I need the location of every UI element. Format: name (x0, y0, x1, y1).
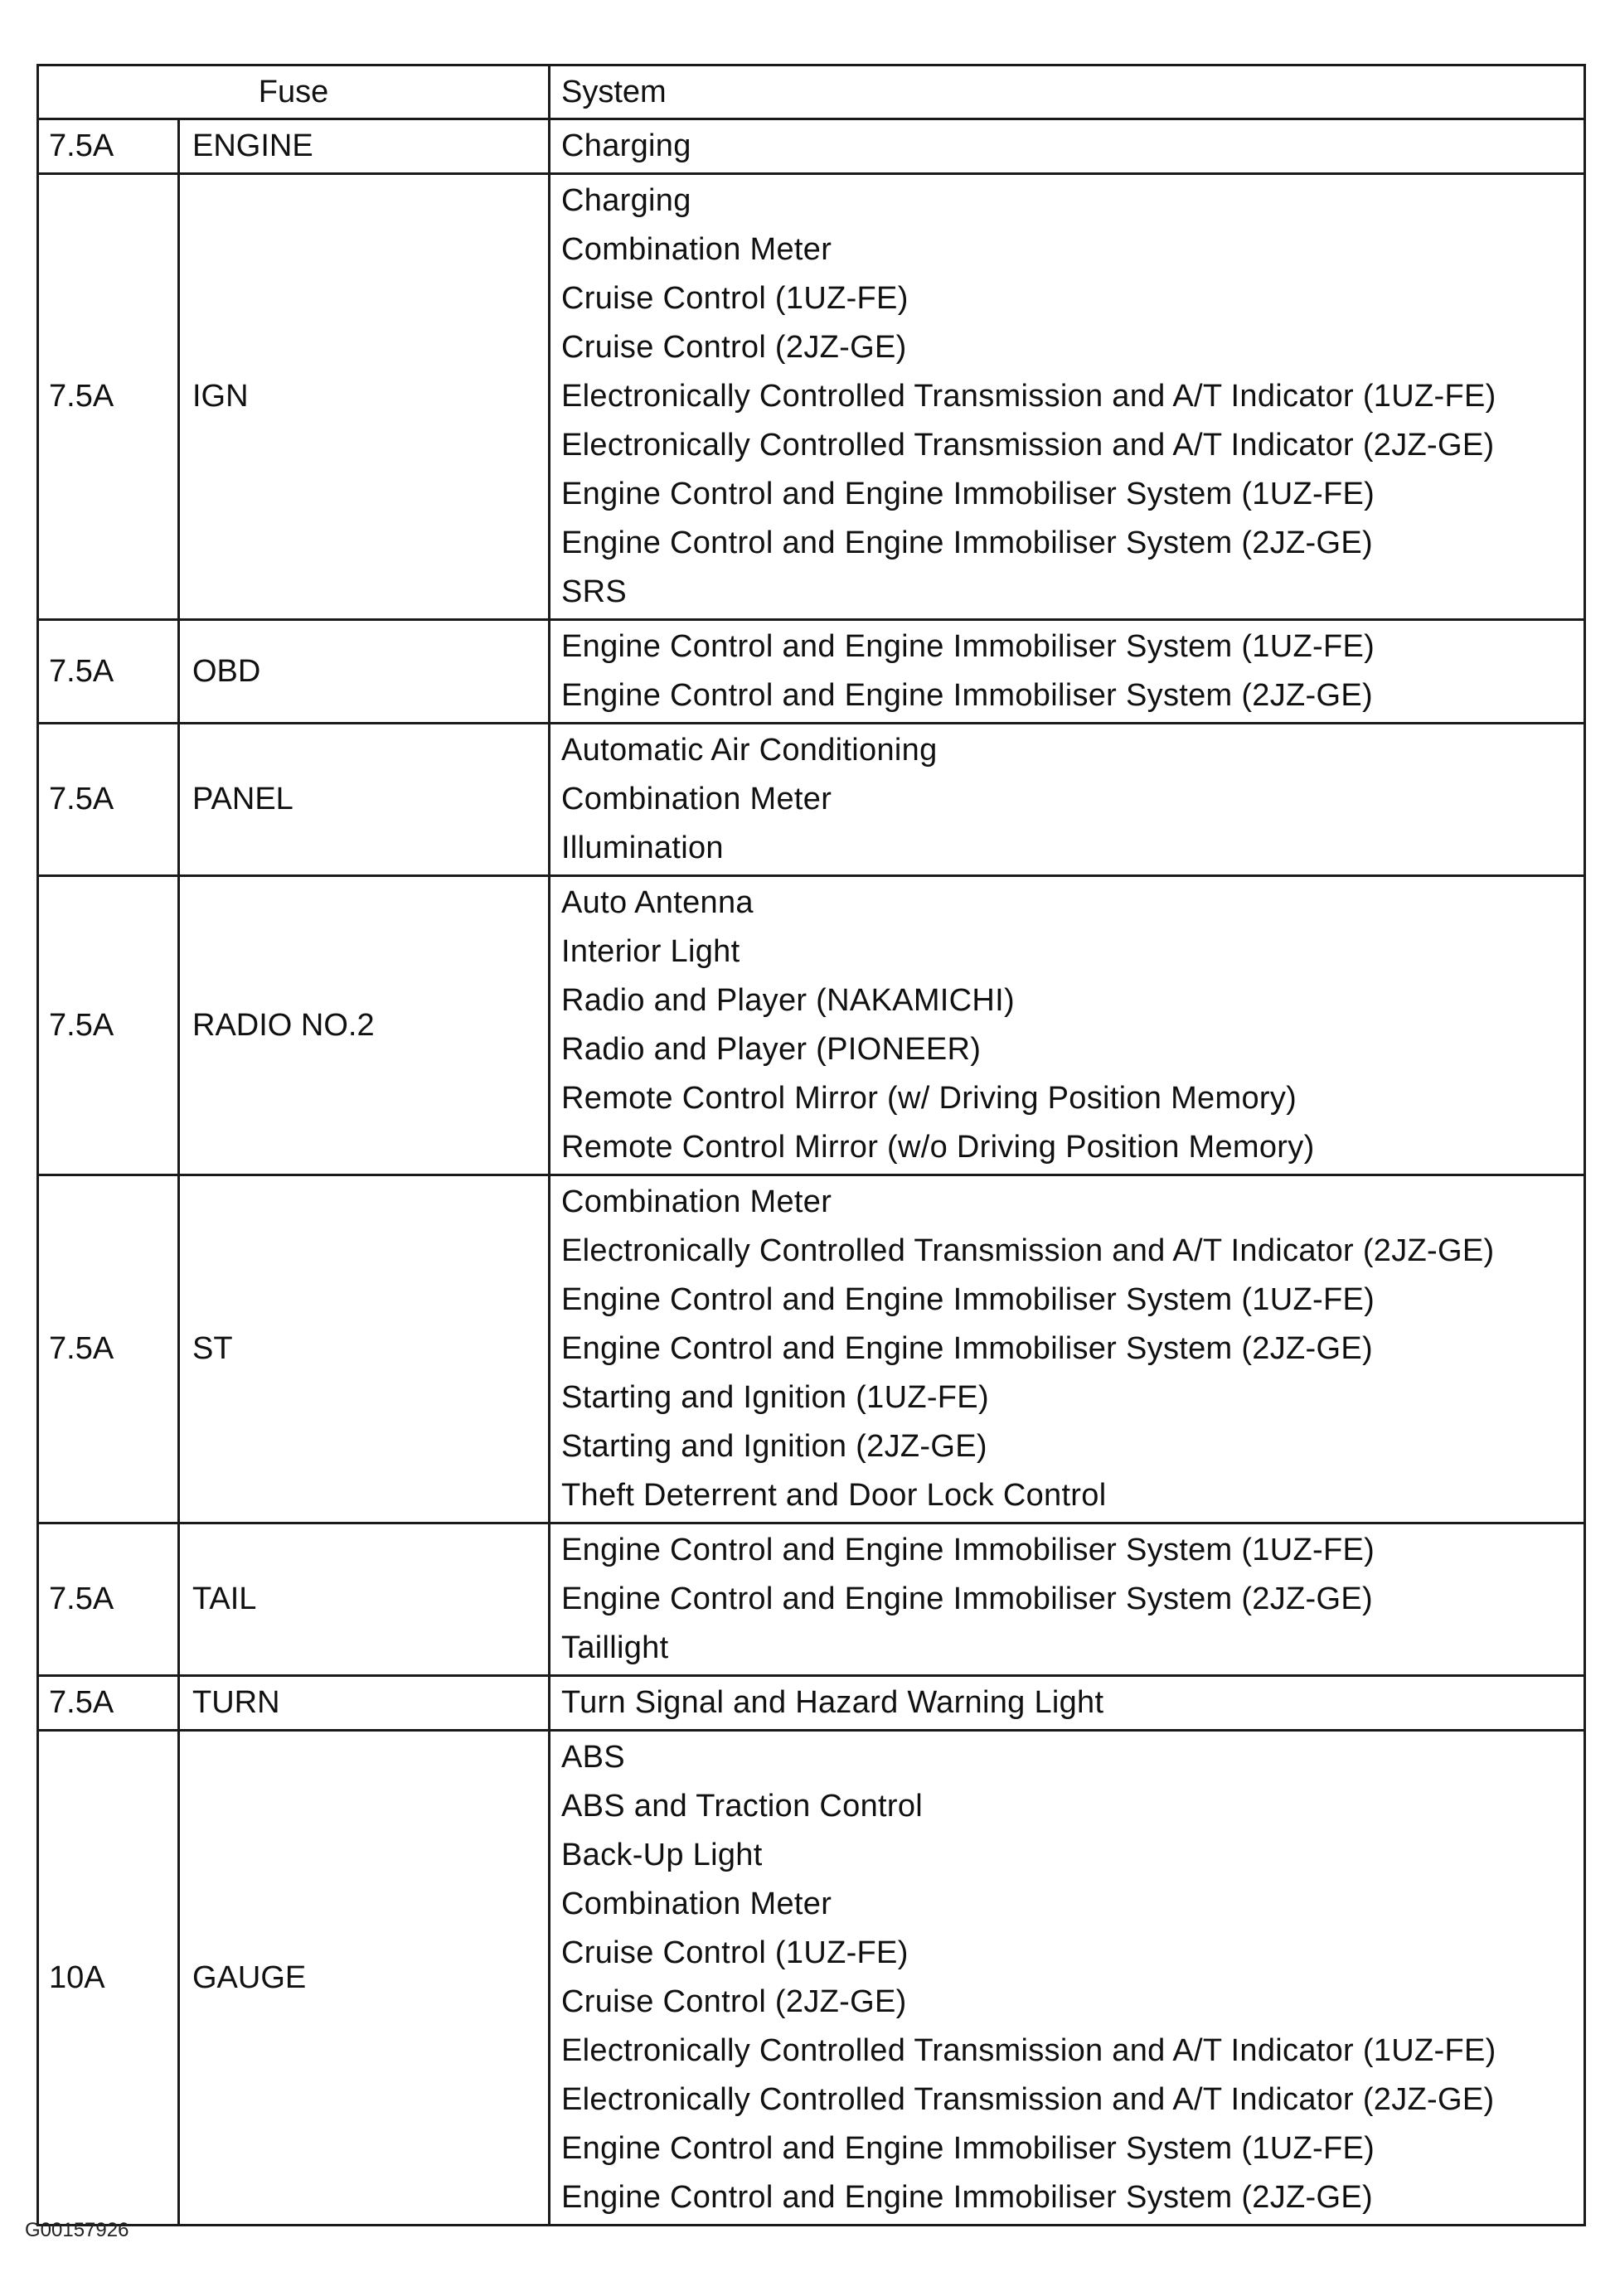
system-item: Engine Control and Engine Immobiliser System (2JZ-GE) (561, 1331, 1373, 1366)
system-item: Electronically Controlled Transmission and A/T Indicator (2JZ-GE) (561, 2082, 1495, 2117)
system-item: Starting and Ignition (2JZ-GE) (561, 1429, 987, 1464)
table-row (38, 119, 1585, 174)
system-list (550, 1175, 1585, 1523)
fuse-amperage: 7.5A (38, 724, 179, 876)
fuse-name: GAUGE (179, 1731, 550, 2226)
figure-id: G00157926 (25, 2219, 129, 2241)
system-item: Illumination (561, 831, 724, 865)
system-item: Electronically Controlled Transmission and A/T Indicator (1UZ-FE) (561, 2033, 1496, 2068)
system-item: Cruise Control (2JZ-GE) (561, 330, 907, 365)
system-item: Engine Control and Engine Immobiliser System (2JZ-GE) (561, 1582, 1373, 1616)
system-item: Interior Light (561, 934, 740, 969)
table-row (38, 724, 1585, 876)
system-item: ABS and Traction Control (561, 1789, 923, 1824)
fuse-amperage: 7.5A (38, 1523, 179, 1676)
system-item: Cruise Control (1UZ-FE) (561, 281, 909, 316)
system-item: Combination Meter (561, 1184, 832, 1219)
system-item: Taillight (561, 1630, 669, 1665)
system-item: Charging (561, 128, 691, 163)
fuse-amperage: 10A (38, 1731, 179, 2226)
system-item: Back-Up Light (561, 1838, 763, 1872)
table-row (38, 876, 1585, 1175)
system-item: Automatic Air Conditioning (561, 733, 938, 768)
system-item: Engine Control and Engine Immobiliser System (2JZ-GE) (561, 526, 1373, 560)
system-list (550, 174, 1585, 620)
header-system: System (550, 65, 1585, 119)
system-item: Engine Control and Engine Immobiliser System (1UZ-FE) (561, 2131, 1375, 2166)
fuse-amperage: 7.5A (38, 1676, 179, 1731)
system-item: Engine Control and Engine Immobiliser System (1UZ-FE) (561, 629, 1375, 664)
fuse-name: PANEL (179, 724, 550, 876)
fuse-system-table (36, 64, 1586, 2226)
system-item: Combination Meter (561, 1887, 832, 1921)
system-item: Electronically Controlled Transmission and A/T Indicator (1UZ-FE) (561, 379, 1496, 414)
table-row (38, 1523, 1585, 1676)
system-item: Combination Meter (561, 782, 832, 816)
system-item: Theft Deterrent and Door Lock Control (561, 1478, 1107, 1513)
fuse-amperage: 7.5A (38, 119, 179, 174)
system-item: Cruise Control (1UZ-FE) (561, 1935, 909, 1970)
fuse-name: OBD (179, 620, 550, 724)
table-body (38, 119, 1585, 2226)
system-list (550, 1676, 1585, 1731)
system-item: Remote Control Mirror (w/o Driving Position Memory) (561, 1130, 1315, 1165)
fuse-name: ST (179, 1175, 550, 1523)
fuse-name: IGN (179, 174, 550, 620)
system-item: Remote Control Mirror (w/ Driving Position Memory) (561, 1081, 1297, 1116)
table-row (38, 620, 1585, 724)
system-item: Engine Control and Engine Immobiliser System (2JZ-GE) (561, 678, 1373, 713)
system-list (550, 876, 1585, 1175)
system-item: Electronically Controlled Transmission and A/T Indicator (2JZ-GE) (561, 428, 1495, 463)
fuse-name: TURN (179, 1676, 550, 1731)
system-list (550, 1523, 1585, 1676)
table-row (38, 1175, 1585, 1523)
fuse-name: ENGINE (179, 119, 550, 174)
system-item: Cruise Control (2JZ-GE) (561, 1984, 907, 2019)
system-list (550, 724, 1585, 876)
fuse-amperage: 7.5A (38, 1175, 179, 1523)
system-item: ABS (561, 1740, 625, 1775)
system-list (550, 1731, 1585, 2226)
system-item: Turn Signal and Hazard Warning Light (561, 1685, 1104, 1720)
table-row (38, 1731, 1585, 2226)
header-fuse: Fuse (38, 65, 550, 119)
system-list (550, 119, 1585, 174)
system-item: Engine Control and Engine Immobiliser System (2JZ-GE) (561, 2180, 1373, 2215)
system-item: Radio and Player (NAKAMICHI) (561, 983, 1015, 1018)
fuse-name: RADIO NO.2 (179, 876, 550, 1175)
table-header-row (38, 65, 1585, 119)
fuse-amperage: 7.5A (38, 174, 179, 620)
table-row (38, 174, 1585, 620)
system-item: Starting and Ignition (1UZ-FE) (561, 1380, 989, 1415)
table-row (38, 1676, 1585, 1731)
system-item: Engine Control and Engine Immobiliser System (1UZ-FE) (561, 1282, 1375, 1317)
system-item: Engine Control and Engine Immobiliser System (1UZ-FE) (561, 477, 1375, 511)
system-item: Charging (561, 183, 691, 218)
system-item: Radio and Player (PIONEER) (561, 1032, 982, 1067)
system-item: Combination Meter (561, 232, 832, 267)
system-item: SRS (561, 574, 628, 609)
fuse-name: TAIL (179, 1523, 550, 1676)
system-item: Engine Control and Engine Immobiliser System (1UZ-FE) (561, 1533, 1375, 1567)
system-list (550, 620, 1585, 724)
fuse-amperage: 7.5A (38, 620, 179, 724)
system-item: Auto Antenna (561, 885, 754, 920)
fuse-amperage: 7.5A (38, 876, 179, 1175)
system-item: Electronically Controlled Transmission and A/T Indicator (2JZ-GE) (561, 1233, 1495, 1268)
